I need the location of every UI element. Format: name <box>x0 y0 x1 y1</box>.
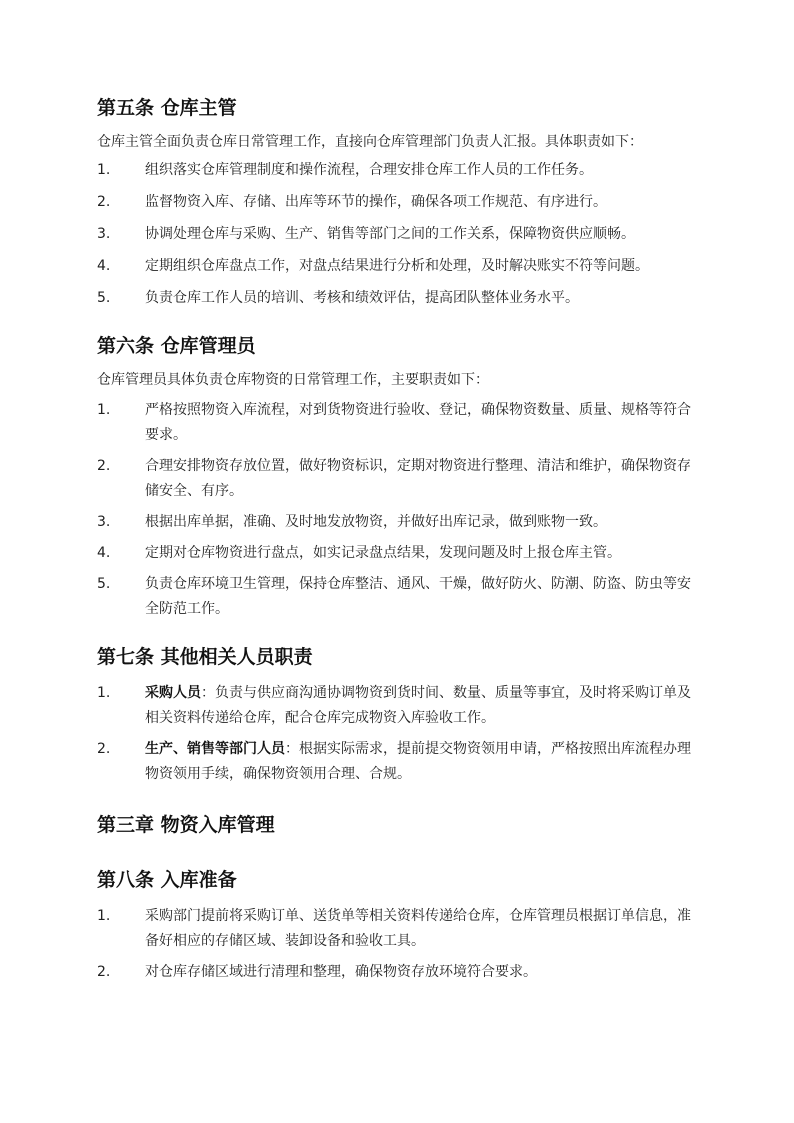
section-article-6 <box>97 331 699 622</box>
list-item: 1. 组织落实仓库管理制度和操作流程，合理安排仓库工作人员的工作任务。 <box>97 162 593 178</box>
list-item: 1. 严格按照物资入库流程，对到货物资进行验收、登记，确保物资数量、质量、规格等符合要求。 <box>97 402 691 443</box>
role-label: 采购人员 <box>145 685 201 701</box>
list-item: 3. 协调处理仓库与采购、生产、销售等部门之间的工作关系，保障物资供应顺畅。 <box>97 226 635 242</box>
list-item: 2. 合理安排物资存放位置，做好物资标识，定期对物资进行整理、清洁和维护，确保物资存储安全、有序。 <box>97 458 691 499</box>
article-8-heading: 第八条 入库准备 <box>97 869 237 891</box>
list-item: 2. 对仓库存储区域进行清理和整理，确保物资存放环境符合要求。 <box>97 964 537 980</box>
chapter-3-heading: 第三章 物资入库管理 <box>97 814 275 836</box>
list-item: 1. 采购人员：负责与供应商沟通协调物资到货时间、数量、质量等事宜，及时将采购订单及相关资料传递给仓库，配合仓库完成物资入库验收工作。 <box>97 685 691 726</box>
list-item: 3. 根据出库单据，准确、及时地发放物资，并做好出库记录，做到账物一致。 <box>97 514 607 530</box>
section-article-7 <box>97 642 699 787</box>
list-item: 4. 定期对仓库物资进行盘点，如实记录盘点结果，发现问题及时上报仓库主管。 <box>97 545 621 561</box>
article-5-heading: 第五条 仓库主管 <box>97 97 237 119</box>
list-item: 5. 负责仓库环境卫生管理，保持仓库整洁、通风、干燥，做好防火、防潮、防盗、防虫等安全防范工作。 <box>97 576 691 617</box>
list-item: 1. 采购部门提前将采购订单、送货单等相关资料传递给仓库，仓库管理员根据订单信息，准备好相应的存储区域、装卸设备和验收工具。 <box>97 908 691 949</box>
article-7-heading: 第七条 其他相关人员职责 <box>97 646 313 668</box>
role-label: 生产、销售等部门人员 <box>145 741 285 757</box>
list-item: 2. 生产、销售等部门人员：根据实际需求，提前提交物资领用申请，严格按照出库流程办理物资领用手续，确保物资领用合理、合规。 <box>97 741 691 782</box>
article-6-heading: 第六条 仓库管理员 <box>97 335 256 357</box>
list-item: 5. 负责仓库工作人员的培训、考核和绩效评估，提高团队整体业务水平。 <box>97 290 579 306</box>
list-item: 2. 监督物资入库、存储、出库等环节的操作，确保各项工作规范、有序进行。 <box>97 194 607 210</box>
article-5-list <box>97 158 699 311</box>
section-article-5 <box>97 93 699 311</box>
article-8-list <box>97 904 699 985</box>
article-6-list <box>97 398 699 622</box>
article-6-intro: 仓库管理员具体负责仓库物资的日常管理工作，主要职责如下： <box>97 372 489 388</box>
article-5-intro: 仓库主管全面负责仓库日常管理工作，直接向仓库管理部门负责人汇报。具体职责如下： <box>97 134 643 150</box>
article-7-list <box>97 681 699 787</box>
section-chapter-3 <box>97 810 699 840</box>
section-article-8 <box>97 865 699 985</box>
list-item: 4. 定期组织仓库盘点工作，对盘点结果进行分析和处理，及时解决账实不符等问题。 <box>97 258 649 274</box>
